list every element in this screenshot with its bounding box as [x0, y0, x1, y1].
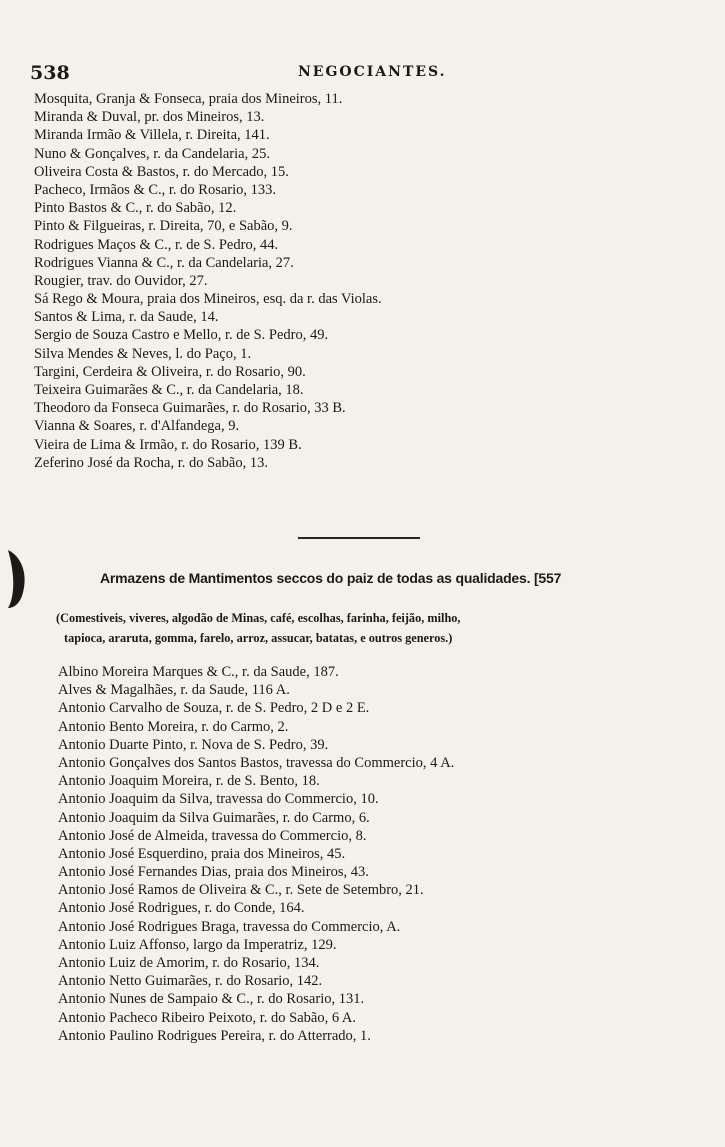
- list-item: Pinto Bastos & C., r. do Sabão, 12.: [34, 200, 237, 217]
- list-item: Antonio Joaquim Moreira, r. de S. Bento, 18.: [58, 773, 320, 790]
- list-item: Antonio Gonçalves dos Santos Bastos, travessa do Commercio, 4 A.: [58, 754, 455, 771]
- page-header: [30, 62, 690, 84]
- list-item: Vieira de Lima & Irmão, r. do Rosario, 139 B.: [34, 436, 302, 453]
- list-item: Theodoro da Fonseca Guimarães, r. do Rosario, 33 B.: [34, 400, 346, 417]
- list-item: Antonio Bento Moreira, r. do Carmo, 2.: [58, 718, 289, 735]
- list-item: Rougier, trav. do Ouvidor, 27.: [34, 272, 208, 289]
- list-item: Antonio Nunes de Sampaio & C., r. do Rosario, 131.: [58, 991, 365, 1008]
- list-item: Albino Moreira Marques & C., r. da Saude, 187.: [58, 664, 339, 680]
- list-item: Miranda & Duval, pr. dos Mineiros, 13.: [34, 109, 265, 126]
- merchant-list: [34, 90, 694, 472]
- list-item: Teixeira Guimarães & C., r. da Candelaria, 18.: [34, 382, 304, 398]
- list-item: Santos & Lima, r. da Saude, 14.: [34, 309, 219, 326]
- subtitle-line-1: (Comestiveis, viveres, algodão de Minas, café, escolhas, farinha, feijão, milho,: [56, 611, 461, 625]
- list-item: Antonio José Fernandes Dias, praia dos Mineiros, 43.: [58, 864, 369, 881]
- list-item: Oliveira Costa & Bastos, r. do Mercado, 15.: [34, 163, 289, 180]
- list-item: Nuno & Gonçalves, r. da Candelaria, 25.: [34, 145, 270, 162]
- list-item: Antonio Netto Guimarães, r. do Rosario, 142.: [58, 973, 323, 990]
- list-item: Antonio Joaquim da Silva Guimarães, r. do Carmo, 6.: [58, 809, 370, 826]
- list-item: Antonio Joaquim da Silva, travessa do Commercio, 10.: [58, 791, 379, 808]
- list-item: Antonio Pacheco Ribeiro Peixoto, r. do Sabão, 6 A.: [58, 1009, 357, 1026]
- page-number: 538: [30, 62, 70, 84]
- list-item: Sá Rego & Moura, praia dos Mineiros, esq. da r. das Violas.: [34, 291, 382, 308]
- list-item: Antonio José Ramos de Oliveira & C., r. Sete de Setembro, 21.: [58, 882, 424, 899]
- list-item: Targini, Cerdeira & Oliveira, r. do Rosario, 90.: [34, 363, 306, 380]
- list-item: Antonio Luiz Affonso, largo da Imperatriz, 129.: [58, 936, 337, 953]
- list-item: Miranda Irmão & Villela, r. Direita, 141.: [34, 127, 270, 144]
- list-item: Alves & Magalhães, r. da Saude, 116 A.: [58, 682, 290, 699]
- list-item: Sergio de Souza Castro e Mello, r. de S. Pedro, 49.: [34, 327, 329, 344]
- list-item: Pacheco, Irmãos & C., r. do Rosario, 133.: [34, 181, 277, 198]
- list-item: Mosquita, Granja & Fonseca, praia dos Mineiros, 11.: [34, 91, 343, 107]
- list-item: Antonio Luiz de Amorim, r. do Rosario, 134.: [58, 955, 320, 971]
- list-item: Antonio José Esquerdino, praia dos Mineiros, 45.: [58, 845, 346, 862]
- list-item: Antonio José Rodrigues Braga, travessa do Commercio, A.: [58, 918, 401, 935]
- list-item: Silva Mendes & Neves, l. do Paço, 1.: [34, 345, 252, 362]
- list-item: Antonio Duarte Pinto, r. Nova de S. Pedro, 39.: [58, 736, 329, 753]
- list-item: Antonio Carvalho de Souza, r. de S. Pedro, 2 D e 2 E.: [58, 700, 370, 717]
- list-item: Rodrigues Vianna & C., r. da Candelaria, 27.: [34, 254, 294, 271]
- list-item: Antonio Paulino Rodrigues Pereira, r. do Atterrado, 1.: [58, 1027, 371, 1044]
- bleed-through-mark: [2, 548, 32, 610]
- list-item: Zeferino José da Rocha, r. do Sabão, 13.: [34, 454, 268, 471]
- list-item: Pinto & Filgueiras, r. Direita, 70, e Sabão, 9.: [34, 218, 293, 235]
- list-item: Antonio José Rodrigues, r. do Conde, 164.: [58, 900, 305, 917]
- warehouse-list: [58, 663, 698, 1045]
- section-subtitle: [56, 608, 686, 648]
- section-divider: [298, 537, 420, 539]
- section-title: Armazens de Mantimentos seccos do paiz de todas as qualidades. [557: [100, 570, 562, 586]
- list-item: Rodrigues Maços & C., r. de S. Pedro, 44.: [34, 236, 279, 253]
- running-title: NEGOCIANTES.: [298, 64, 447, 80]
- list-item: Vianna & Soares, r. d'Alfandega, 9.: [34, 418, 240, 435]
- subtitle-line-2: tapioca, araruta, gomma, farelo, arroz, assucar, batatas, e outros generos.): [64, 631, 453, 645]
- list-item: Antonio José de Almeida, travessa do Commercio, 8.: [58, 827, 367, 844]
